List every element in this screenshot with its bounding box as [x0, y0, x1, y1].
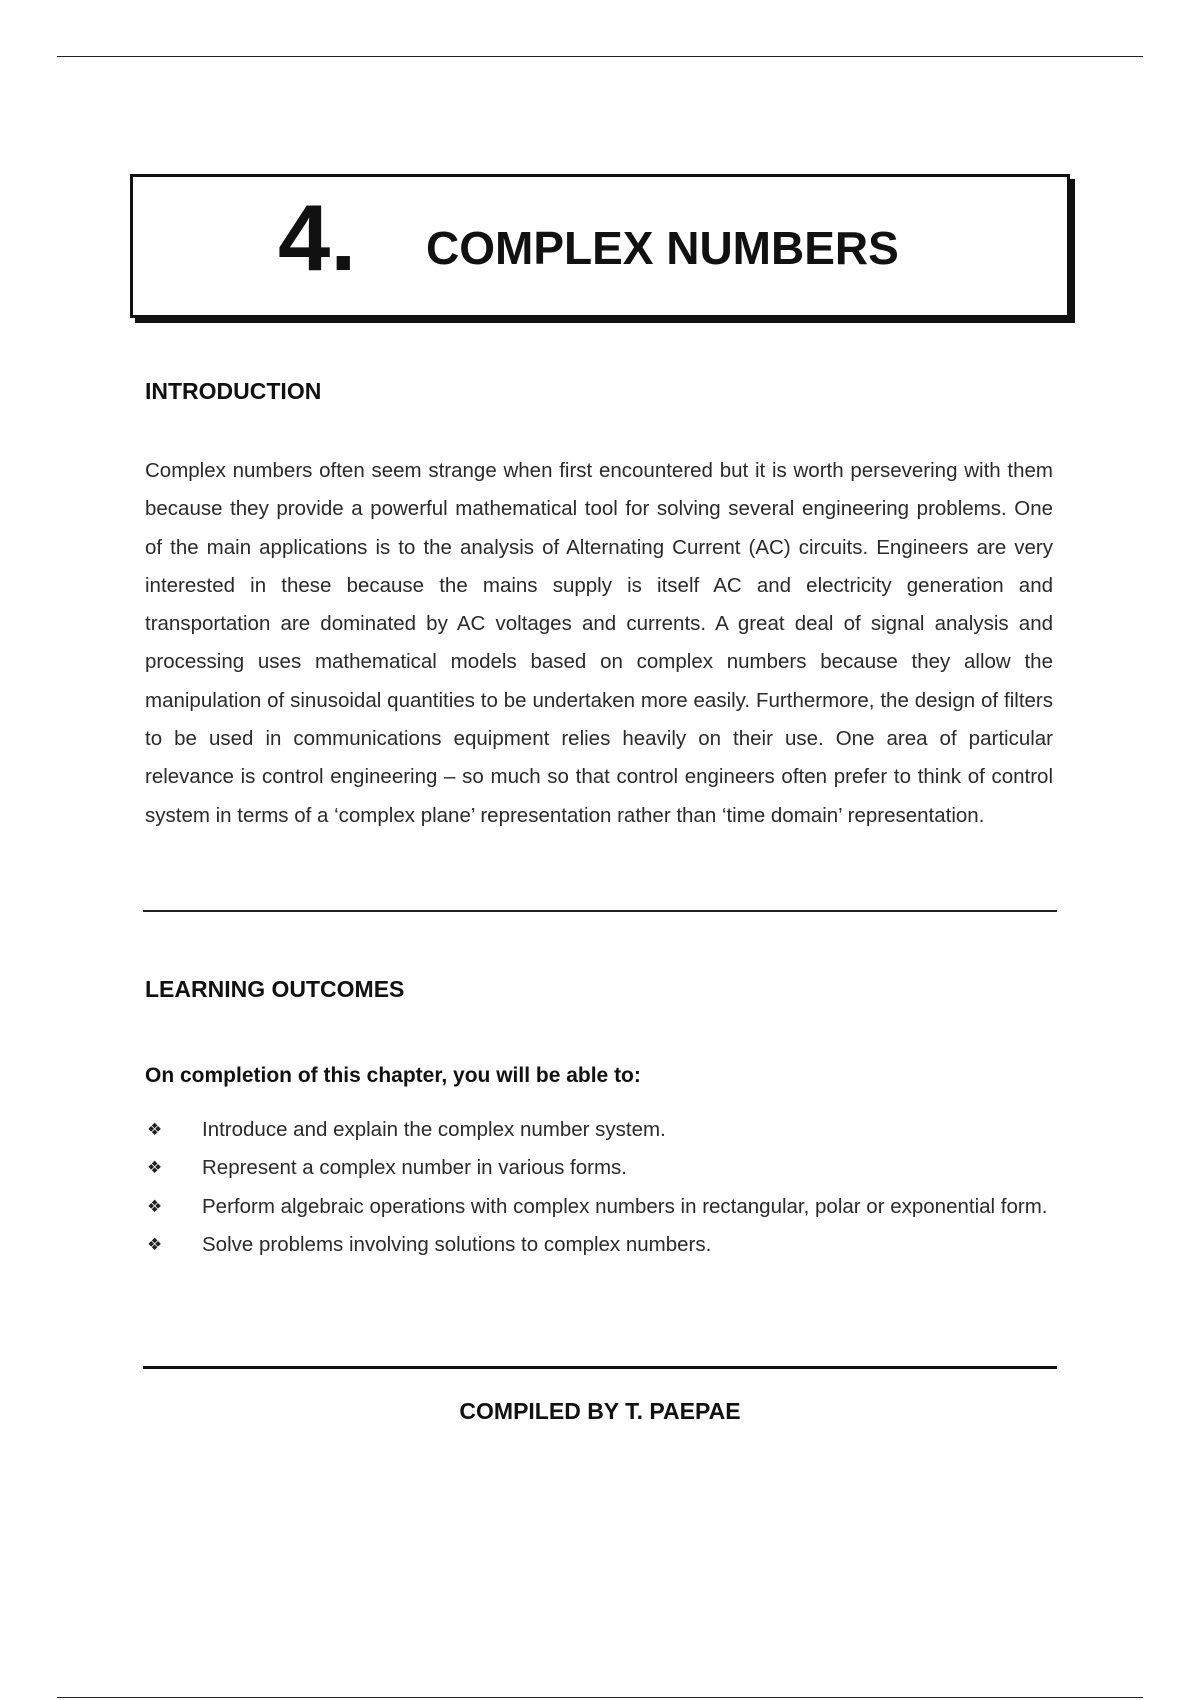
page-bottom-rule — [57, 1697, 1143, 1698]
learning-outcomes-lead: On completion of this chapter, you will be able to: — [145, 1064, 641, 1087]
introduction-heading: INTRODUCTION — [145, 378, 322, 404]
learning-outcomes-heading: LEARNING OUTCOMES — [145, 976, 405, 1002]
list-item — [145, 1188, 1053, 1226]
list-item — [145, 1111, 1053, 1149]
list-item-text: Perform algebraic operations with complex numbers in rectangular, polar or exponential form. — [202, 1194, 1048, 1218]
diamond-bullet-icon: ❖ — [147, 1120, 163, 1140]
footer-divider — [143, 1366, 1057, 1369]
diamond-bullet-icon: ❖ — [147, 1196, 163, 1217]
section-divider — [143, 910, 1057, 912]
list-item-text: Introduce and explain the complex number system. — [202, 1118, 666, 1141]
list-item — [145, 1149, 1053, 1187]
list-item-text: Solve problems involving solutions to complex numbers. — [202, 1232, 712, 1256]
list-item-text: Represent a complex number in various forms. — [202, 1156, 627, 1180]
compiled-by: COMPILED BY T. PAEPAE — [459, 1398, 741, 1424]
chapter-number: 4. — [278, 185, 357, 290]
chapter-title: COMPLEX NUMBERS — [426, 222, 899, 274]
diamond-bullet-icon: ❖ — [147, 1158, 163, 1179]
chapter-title-box — [130, 174, 1070, 318]
page-top-rule — [57, 56, 1143, 57]
list-item — [145, 1226, 1053, 1264]
learning-outcomes-list — [145, 1111, 1053, 1264]
diamond-bullet-icon: ❖ — [147, 1234, 163, 1255]
introduction-paragraph: Complex numbers often seem strange when first encountered but it is worth persevering with them because they provide a powerful mathematical tool for solving several engineering problems. One of the main applications is to the analysis of Alternating Current (AC) circuits. Engineers are very interested in these because the mains supply is itself AC and electricity generation and transportation are dominated by AC voltages and currents. A great deal of signal analysis and processing uses mathematical models based on complex numbers because they allow the manipulation of sinusoidal quantities to be undertaken more easily. Furthermore, the design of filters to be used in communications equipment relies heavily on their use. One area of particular relevance is control engineering – so much so that control engineers often prefer to think of control system in terms of a ‘complex plane’ representation rather than ‘time domain’ representation. — [145, 459, 1053, 827]
